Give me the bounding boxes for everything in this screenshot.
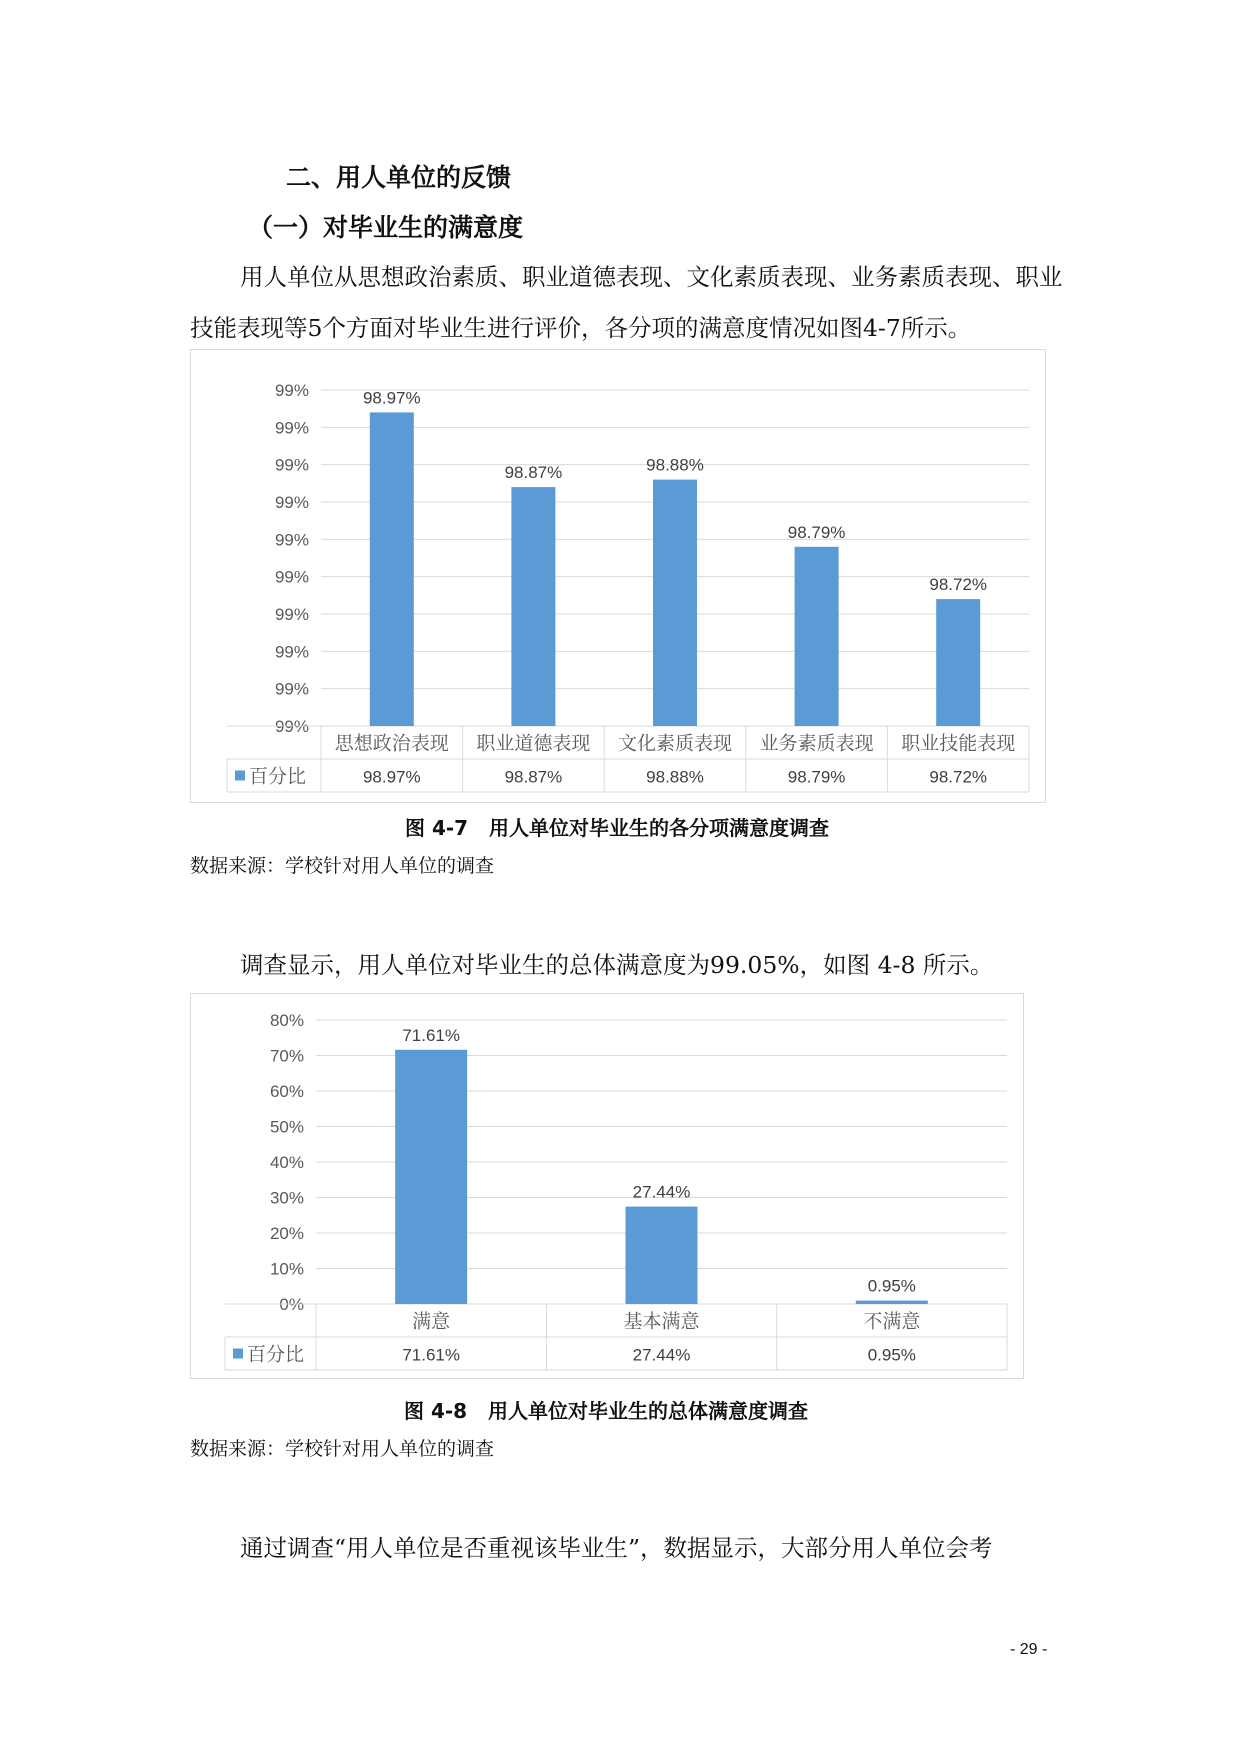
table-value: 71.61%: [402, 1345, 461, 1365]
bar: [370, 412, 414, 726]
category-label: 思想政治表现: [334, 732, 449, 755]
y-tick-label: 40%: [269, 1153, 304, 1172]
figure-4-7-caption: 图 4-7 用人单位对毕业生的各分项满意度调查: [405, 816, 829, 840]
paragraph-importance: 通过调查“用人单位是否重视该毕业生”，数据显示，大部分用人单位会考: [240, 1534, 993, 1562]
legend-swatch: [235, 771, 245, 781]
y-tick-label: 0%: [279, 1295, 304, 1314]
y-tick-label: 99%: [274, 455, 309, 475]
paragraph-intro: 用人单位从思想政治素质、职业道德表现、文化素质表现、业务素质表现、职业技能表现等5个方面对毕业生进行评价，各分项的满意度情况如图4-7所示。: [190, 263, 1063, 342]
y-tick-label: 80%: [269, 1011, 304, 1030]
bar: [795, 547, 839, 726]
category-label: 不满意: [863, 1310, 921, 1333]
table-value: 98.88%: [646, 767, 704, 787]
category-label: 职业技能表现: [901, 732, 1016, 755]
figure-4-8-source: 数据来源：学校针对用人单位的调查: [190, 1438, 495, 1460]
data-label: 98.87%: [504, 463, 563, 483]
category-label: 满意: [412, 1310, 451, 1333]
y-tick-label: 99%: [274, 642, 309, 662]
chart-4-7-svg: [191, 350, 1045, 802]
category-label: 业务素质表现: [759, 732, 874, 755]
bar: [653, 480, 697, 726]
y-tick-label: 99%: [274, 679, 309, 699]
y-tick-label: 99%: [274, 530, 309, 550]
figure-4-7-source: 数据来源：学校针对用人单位的调查: [190, 855, 495, 877]
y-tick-label: 60%: [269, 1082, 304, 1101]
table-value: 98.97%: [362, 767, 421, 787]
bar: [936, 599, 980, 726]
data-label: 98.79%: [787, 522, 846, 542]
table-value: 98.72%: [929, 767, 988, 787]
data-label: 71.61%: [402, 1025, 461, 1045]
y-tick-label: 10%: [269, 1259, 304, 1279]
figure-4-8-caption: 图 4-8 用人单位对毕业生的总体满意度调查: [404, 1399, 808, 1423]
y-tick-label: 99%: [274, 605, 309, 624]
category-label: 基本满意: [623, 1310, 700, 1333]
data-label: 27.44%: [632, 1182, 691, 1202]
y-tick-label: 20%: [269, 1224, 304, 1243]
y-tick-label: 30%: [269, 1188, 304, 1208]
data-label: 98.97%: [362, 388, 421, 408]
subsection-heading: （一）对毕业生的满意度: [248, 213, 524, 242]
data-label: 0.95%: [867, 1276, 916, 1296]
category-label: 文化素质表现: [617, 732, 733, 755]
legend-label: 百分比: [247, 1343, 305, 1366]
figure-4-8-chart: [190, 993, 1024, 1379]
paragraph-overall: 调查显示，用人单位对毕业生的总体满意度为99.05%，如图 4-8 所示。: [240, 951, 994, 979]
bar: [395, 1050, 467, 1304]
y-tick-label: 99%: [274, 381, 309, 400]
bar: [856, 1301, 928, 1304]
table-value: 98.79%: [787, 767, 846, 787]
data-label: 98.88%: [646, 455, 704, 475]
section-heading: 二、用人单位的反馈: [286, 163, 512, 192]
legend-label: 百分比: [249, 765, 307, 788]
page-number: - 29 -: [1010, 1641, 1048, 1658]
y-tick-label: 50%: [269, 1117, 304, 1137]
table-value: 27.44%: [632, 1345, 691, 1365]
category-label: 职业道德表现: [476, 732, 591, 755]
table-value: 98.87%: [504, 767, 563, 787]
y-tick-label: 99%: [274, 567, 309, 587]
legend-swatch: [233, 1349, 243, 1359]
y-tick-label: 99%: [274, 418, 309, 438]
chart-4-8-svg: [191, 994, 1023, 1378]
y-tick-label: 70%: [269, 1046, 304, 1066]
y-tick-label: 99%: [274, 493, 309, 512]
bar: [511, 487, 555, 726]
data-label: 98.72%: [929, 575, 988, 595]
figure-4-7-chart: [190, 349, 1046, 803]
y-tick-label: 99%: [274, 717, 309, 736]
bar: [626, 1207, 698, 1304]
table-value: 0.95%: [867, 1345, 916, 1365]
